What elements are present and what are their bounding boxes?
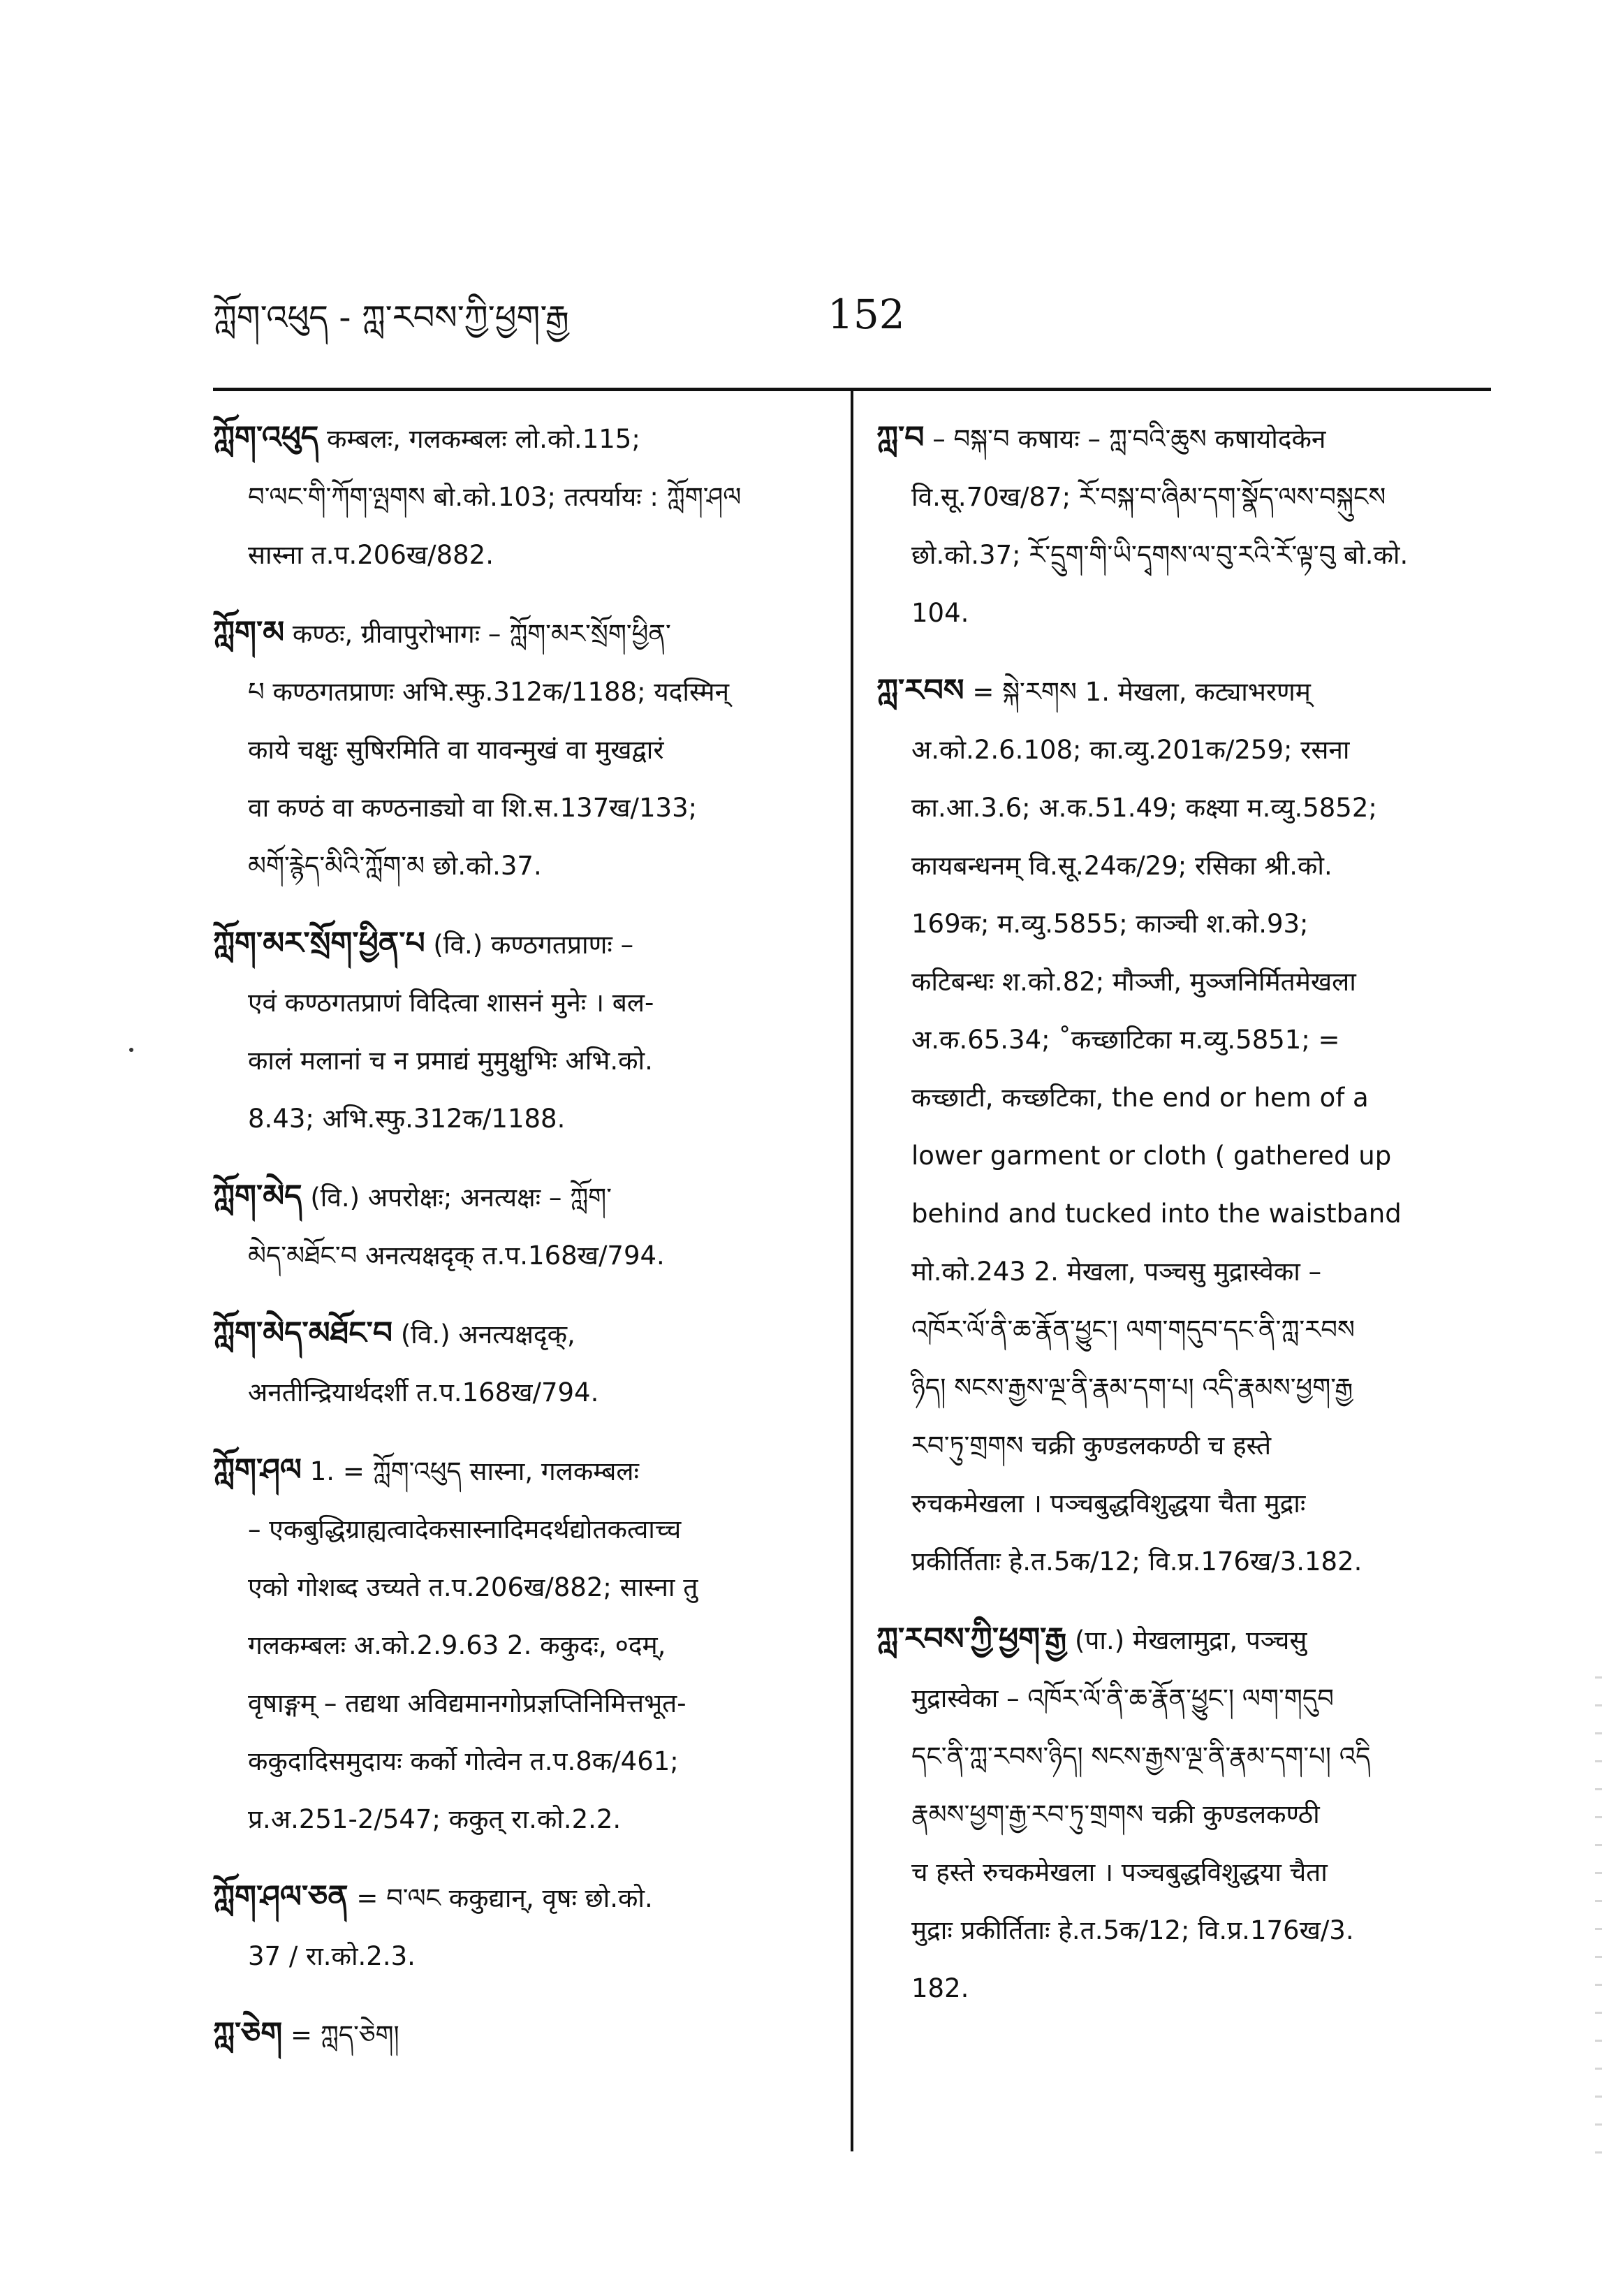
entry-text: वि.सू.70ख/87; རོ་བསྐ་བ་ཞིམ་དག་སྣོད་ལས་བསྐུངས <box>911 482 1386 512</box>
dictionary-entry <box>876 661 1491 1591</box>
entry-text: कम्बलः, गलकम्बलः लो.को.115; <box>327 424 640 454</box>
entry-line <box>213 526 828 584</box>
entry-text: – एकबुद्धिग्राह्यत्वादेकसास्नादिमदर्थद्योतकत्वाच्च <box>248 1514 682 1544</box>
entry-text: मुद्रास्वेका – འཁོར་ལོ་ནི་ཆ་རྣོན་ཕྱུང་། ལག་གདུབ <box>911 1683 1334 1713</box>
entry-text: का.आ.3.6; अ.क.51.49; कक्ष्या म.व्यु.5852; <box>911 793 1377 823</box>
entry-line <box>876 1301 1491 1359</box>
entry-line <box>213 974 828 1032</box>
entry-line <box>213 1868 828 1927</box>
entry-text: एवं कण्ठगतप्राणं विदित्वा शासनं मुनेः । बल- <box>248 988 654 1018</box>
entry-line <box>213 1032 828 1090</box>
entry-headword: ཀློག་འཕུད <box>213 420 319 455</box>
entry-line <box>876 1959 1491 2017</box>
entry-text: कायबन्धनम् वि.सू.24क/29; रसिका श्री.को. <box>911 851 1332 881</box>
entry-line <box>213 837 828 895</box>
entry-text: རྣམས་ཕྱག་རྒྱ་རབ་ཏུ་གྲགས चक्री कुण्डलकण्ठी <box>911 1799 1320 1829</box>
entry-line <box>213 409 828 468</box>
entry-text: = ཀླད་ཅེག། <box>290 2020 399 2050</box>
entry-line <box>876 779 1491 837</box>
entry-text: (पा.) मेखलामुद्रा, पञ्चसु <box>1074 1625 1307 1655</box>
entry-line <box>876 1533 1491 1591</box>
entry-headword: ཀློག་ཤལ <box>213 1452 302 1488</box>
entry-text: रुचकमेखला । पञ्चबुद्धविशुद्धया चैता मुद्राः <box>911 1489 1306 1519</box>
entry-text: अ.को.2.6.108; का.व्यु.201क/259; रसना <box>911 735 1350 765</box>
entry-line <box>876 468 1491 526</box>
entry-text: कटिबन्धः श.को.82; मौञ्जी, मुञ्जनिर्मितमेखला <box>911 967 1356 997</box>
entry-text: པ कण्ठगतप्राणः अभि.स्फु.312क/1188; यदस्मिन् <box>248 677 730 707</box>
entry-text: 182. <box>911 1973 969 2003</box>
entry-text: प्र.अ.251-2/547; ककुत् रा.को.2.2. <box>248 1804 622 1834</box>
entry-line <box>876 1669 1491 1727</box>
entry-text: मो.को.243 2. मेखला, पञ्चसु मुद्रास्वेका – <box>911 1257 1322 1287</box>
entry-text: འཁོར་ལོ་ནི་ཆ་རྣོན་ཕྱུང་། ལག་གདུབ་དང་ནི་ཀླ་རབས <box>911 1315 1355 1345</box>
entry-line <box>876 1127 1491 1185</box>
entry-text: छो.को.37; རོ་དྲུག་གི་ཡི་དྭགས་ལ་བུ་རའི་རོ་ལྟ་བུ बो.को. <box>911 540 1409 570</box>
entry-line <box>213 2005 828 2064</box>
entry-line <box>876 1011 1491 1069</box>
entry-line <box>876 837 1491 895</box>
entry-text: सास्ना त.प.206ख/882. <box>248 540 494 570</box>
dictionary-entry <box>213 1167 828 1285</box>
entry-text: कालं मलानां च न प्रमाद्यं मुमुक्षुभिः अभि.को. <box>248 1046 653 1076</box>
entry-line <box>213 779 828 837</box>
dictionary-entry <box>213 914 828 1148</box>
page-number: 152 <box>828 291 905 338</box>
entry-text: (वि.) अपरोक्षः; अनत्यक्षः – ཀློག་ <box>310 1183 612 1213</box>
entry-text: मुद्राः प्रकीर्तिताः हे.त.5क/12; वि.प्र.176ख/3. <box>911 1915 1354 1945</box>
entry-headword: ཀླ་བ <box>876 420 925 455</box>
entry-text: (वि.) कण्ठगतप्राणः – <box>433 930 634 960</box>
entry-line <box>213 1790 828 1848</box>
entry-text: एको गोशब्द उच्यते त.प.206ख/882; सास्ना तु <box>248 1572 698 1602</box>
edge-specks <box>1595 1676 1602 2165</box>
entry-line <box>213 1441 828 1500</box>
left-column <box>213 409 828 2084</box>
entry-text: काये चक्षुः सुषिरमिति वा यावन्मुखं वा मुखद्वारं <box>248 735 664 765</box>
entry-line <box>876 1610 1491 1669</box>
entry-line <box>213 1363 828 1421</box>
entry-text: བ་ལང་གི་ཀོག་ལྤགས बो.को.103; तत्पर्यायः : ཀློག་ཤལ <box>248 482 742 512</box>
entry-text: 1. = ཀློག་འཕུད सास्ना, गलकम्बलः <box>309 1456 639 1486</box>
entry-text: 169क; म.व्यु.5855; काञ्ची श.को.93; <box>911 909 1309 939</box>
entry-text: དང་ནི་ཀླ་རབས་ཉིད། སངས་རྒྱས་ལྔ་ནི་རྣམ་དག་པ། འདི <box>911 1741 1371 1771</box>
entry-line <box>213 1227 828 1285</box>
column-divider <box>851 391 853 2151</box>
entry-line <box>213 663 828 721</box>
dictionary-entry <box>213 2005 828 2064</box>
entry-text: कच्छाटी, कच्छटिका, the end or hem of a <box>911 1083 1369 1113</box>
entry-line <box>876 661 1491 721</box>
entry-line <box>213 1304 828 1363</box>
entry-text: 104. <box>911 598 969 628</box>
entry-line <box>213 1927 828 1985</box>
entry-line <box>876 526 1491 584</box>
entry-line <box>876 1475 1491 1533</box>
page-header <box>213 291 1491 353</box>
entry-line <box>213 1558 828 1616</box>
entry-text: वा कण्ठं वा कण्ठनाड्यो वा शि.स.137ख/133; <box>248 793 698 823</box>
entry-text: अ.क.65.34; ˚कच्छाटिका म.व्यु.5851; = <box>911 1025 1340 1055</box>
entry-headword: ཀློག་མེད་མཐོང་བ <box>213 1315 393 1351</box>
entry-line <box>876 409 1491 468</box>
entry-line <box>213 1616 828 1674</box>
entry-line <box>213 1674 828 1732</box>
entry-text: 37 / रा.को.2.3. <box>248 1941 416 1971</box>
entry-line <box>213 721 828 779</box>
dictionary-entry <box>213 1868 828 1985</box>
dictionary-entry <box>876 409 1491 642</box>
entry-line <box>876 1727 1491 1785</box>
entry-line <box>876 721 1491 779</box>
entry-line <box>213 1167 828 1227</box>
entry-line <box>876 1843 1491 1901</box>
entry-text: ཉིད། སངས་རྒྱས་ལྔ་ནི་རྣམ་དག་པ། འདི་རྣམས་ཕྱག་རྒྱ <box>911 1373 1353 1403</box>
entry-text: ककुदादिसमुदायः कर्को गोत्वेन त.प.8क/461; <box>248 1746 679 1776</box>
entry-line <box>213 1732 828 1790</box>
dictionary-entry <box>213 1441 828 1848</box>
entry-line <box>213 914 828 974</box>
entry-text: behind and tucked into the waistband <box>911 1199 1402 1229</box>
entry-line <box>876 895 1491 953</box>
dictionary-entry <box>876 1610 1491 2017</box>
margin-speck <box>129 1048 133 1052</box>
entry-text: प्रकीर्तिताः हे.त.5क/12; वि.प्र.176ख/3.182. <box>911 1546 1363 1577</box>
entry-headword: ཀླ་རབས <box>876 673 964 708</box>
entry-line <box>876 1359 1491 1417</box>
entry-headword: ཀློག་མ <box>213 615 285 650</box>
right-column <box>876 409 1491 2037</box>
entry-headword: ཀློག་མེད <box>213 1178 302 1214</box>
entry-text: = སྐེ་རགས 1. मेखला, कट्याभरणम् <box>972 677 1311 707</box>
entry-text: མེད་མཐོང་བ अनत्यक्षदृक् त.प.168ख/794. <box>248 1241 665 1271</box>
entry-line <box>876 584 1491 642</box>
entry-headword: ཀློག་ཤལ་ཅན <box>213 1879 348 1915</box>
entry-line <box>213 604 828 663</box>
entry-text: – བསྐ་བ कषायः – ཀླ་བའི་ཆུས कषायोदकेन <box>932 424 1326 454</box>
entry-line <box>876 1785 1491 1843</box>
entry-text: རབ་ཏུ་གྲགས चक्री कुण्डलकण्ठी च हस्ते <box>911 1431 1272 1461</box>
entry-text: वृषाङ्गम् – तद्यथा अविद्यमानगोप्रज्ञप्तिनिमित्तभूत- <box>248 1688 686 1718</box>
dictionary-entry <box>213 409 828 584</box>
entry-line <box>213 1090 828 1148</box>
entry-line <box>213 468 828 526</box>
entry-headword: ཀློག་མར་སྲོག་ཕྱིན་པ <box>213 926 425 961</box>
dictionary-entry <box>213 1304 828 1421</box>
entry-text: 8.43; अभि.स्फु.312क/1188. <box>248 1104 566 1134</box>
entry-line <box>876 1069 1491 1127</box>
entry-text: མགོ་རྙེད་མིའི་ཀློག་མ छो.को.37. <box>248 851 542 881</box>
entry-text: lower garment or cloth ( gathered up <box>911 1141 1392 1171</box>
entry-line <box>876 1243 1491 1301</box>
running-head: ཀློག་འཕུད - ཀླ་རབས་ཀྱི་ཕྱག་རྒྱ <box>213 298 569 337</box>
entry-headword: ཀླ་རབས་ཀྱི་ཕྱག་རྒྱ <box>876 1621 1067 1657</box>
entry-text: गलकम्बलः अ.को.2.9.63 2. ककुदः, ०दम्, <box>248 1630 666 1660</box>
entry-text: अनतीन्द्रियार्थदर्शी त.प.168ख/794. <box>248 1377 599 1407</box>
entry-text: कण्ठः, ग्रीवापुरोभागः – ཀློག་མར་སྲོག་ཕྱིན་ <box>292 619 671 649</box>
entry-line <box>876 1417 1491 1475</box>
entry-line <box>876 1901 1491 1959</box>
entry-text: च हस्ते रुचकमेखला । पञ्चबुद्धविशुद्धया चैता <box>911 1857 1328 1887</box>
dictionary-entry <box>213 604 828 895</box>
entry-line <box>213 1500 828 1558</box>
entry-text: = བ་ལང ककुद्यान्, वृषः छो.को. <box>356 1883 653 1913</box>
entry-headword: ཀླ་ཅེག <box>213 2016 283 2052</box>
entry-line <box>876 953 1491 1011</box>
entry-text: (वि.) अनत्यक्षदृक्, <box>400 1319 575 1350</box>
entry-line <box>876 1185 1491 1243</box>
